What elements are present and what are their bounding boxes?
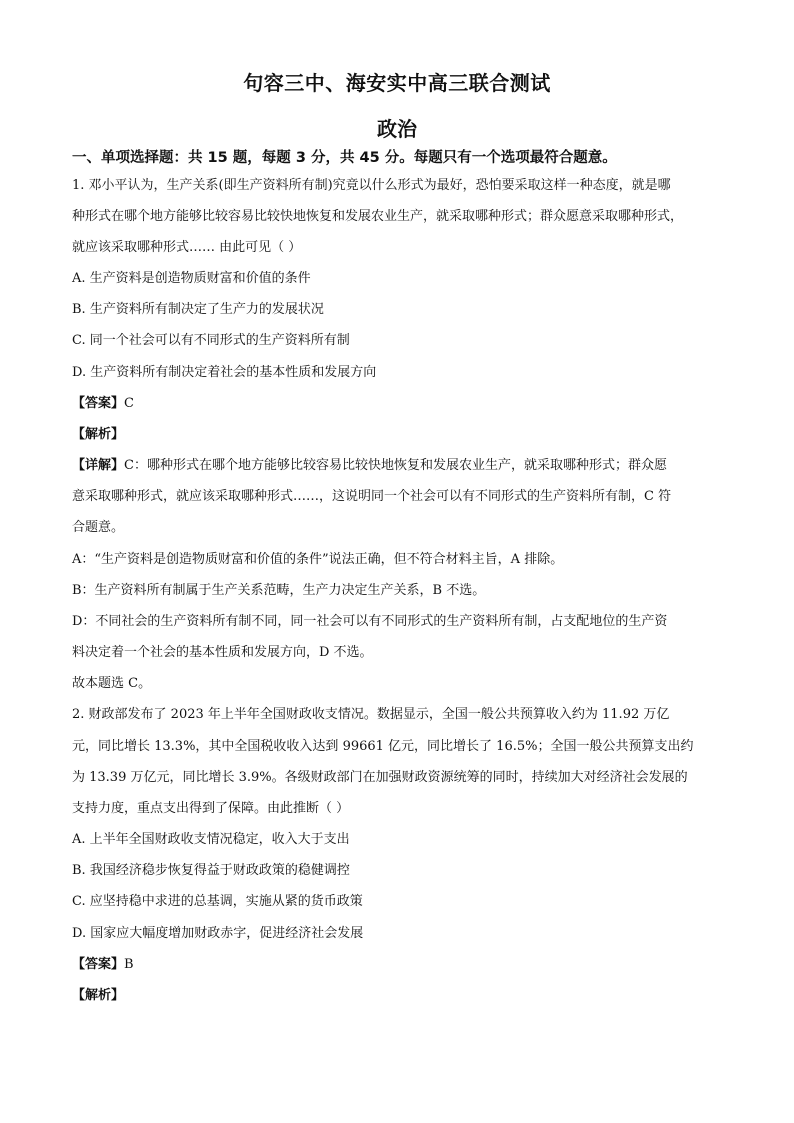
q1-answer <box>72 395 134 413</box>
q1-option-c: C. 同一个社会可以有不同形式的生产资料所有制 <box>72 333 350 348</box>
analysis-label: 【解析】 <box>72 427 125 442</box>
q1-stem-line: 种形式在哪个地方能够比较容易比较快地恢复和发展农业生产，就采取哪种形式；群众愿意采取哪种形式， <box>72 209 684 224</box>
q1-detail-line <box>72 457 667 475</box>
answer-value: B <box>124 957 134 972</box>
q1-detail-line: A：“生产资料是创造物质财富和价值的条件”说法正确，但不符合材料主旨，A 排除。 <box>72 552 564 567</box>
answer-label: 【答案】 <box>72 396 125 411</box>
q2-stem-line: 为 13.39 万亿元，同比增长 3.9%。各级财政部门在加强财政资源统筹的同时，持续加大对经济社会发展的 <box>72 770 688 785</box>
q1-conclusion: 故本题选 C。 <box>72 676 152 691</box>
q2-analysis <box>72 987 124 1005</box>
q2-option-d: D. 国家应大幅度增加财政赤字，促进经济社会发展 <box>72 926 364 941</box>
detail-text: C：哪种形式在哪个地方能够比较容易比较快地恢复和发展农业生产，就采取哪种形式；群众愿 <box>124 458 667 473</box>
detail-label: 【详解】 <box>72 458 125 473</box>
q1-stem-line: 1. 邓小平认为，生产关系(即生产资料所有制)究竟以什么形式为最好，恐怕要采取这样一种态度，就是哪 <box>72 178 671 193</box>
q1-detail-line: B：生产资料所有制属于生产关系范畴，生产力决定生产关系，B 不选。 <box>72 583 486 598</box>
q1-analysis <box>72 426 124 444</box>
answer-value: C <box>124 396 134 411</box>
q1-detail-line: 合题意。 <box>72 520 125 535</box>
q1-detail-line: 料决定着一个社会的基本性质和发展方向，D 不选。 <box>72 645 373 660</box>
q2-option-b: B. 我国经济稳步恢复得益于财政政策的稳健调控 <box>72 863 350 878</box>
q2-stem-line: 元，同比增长 13.3%，其中全国税收收入达到 99661 亿元，同比增长了 16.5%；全国一般公共预算支出约 <box>72 739 694 754</box>
q2-stem-line: 2. 财政部发布了 2023 年上半年全国财政收支情况。数据显示，全国一般公共预算收入约为 11.92 万亿 <box>72 707 670 722</box>
section-heading: 一、单项选择题：共 15 题，每题 3 分，共 45 分。每题只有一个选项最符合题意。 <box>72 150 617 166</box>
q2-answer <box>72 956 134 974</box>
exam-title: 句容三中、海安实中高三联合测试 <box>243 71 551 95</box>
q2-option-c: C. 应坚持稳中求进的总基调，实施从紧的货币政策 <box>72 894 363 909</box>
q1-option-a: A. 生产资料是创造物质财富和价值的条件 <box>72 271 311 286</box>
q1-detail-line: 意采取哪种形式，就应该采取哪种形式……，这说明同一个社会可以有不同形式的生产资料所有制，C 符 <box>72 489 672 504</box>
q1-detail-line: D：不同社会的生产资料所有制不同，同一社会可以有不同形式的生产资料所有制，占支配地位的生产资 <box>72 614 668 629</box>
q2-option-a: A. 上半年全国财政收支情况稳定，收入大于支出 <box>72 832 350 847</box>
q1-stem-line: 就应该采取哪种形式…… 由此可见（ ） <box>72 240 302 255</box>
analysis-label: 【解析】 <box>72 988 125 1003</box>
q2-stem-line: 支持力度，重点支出得到了保障。由此推断（ ） <box>72 801 350 816</box>
answer-label: 【答案】 <box>72 957 125 972</box>
q1-option-d: D. 生产资料所有制决定着社会的基本性质和发展方向 <box>72 365 377 380</box>
subject-title: 政治 <box>377 117 417 141</box>
q1-option-b: B. 生产资料所有制决定了生产力的发展状况 <box>72 302 324 317</box>
